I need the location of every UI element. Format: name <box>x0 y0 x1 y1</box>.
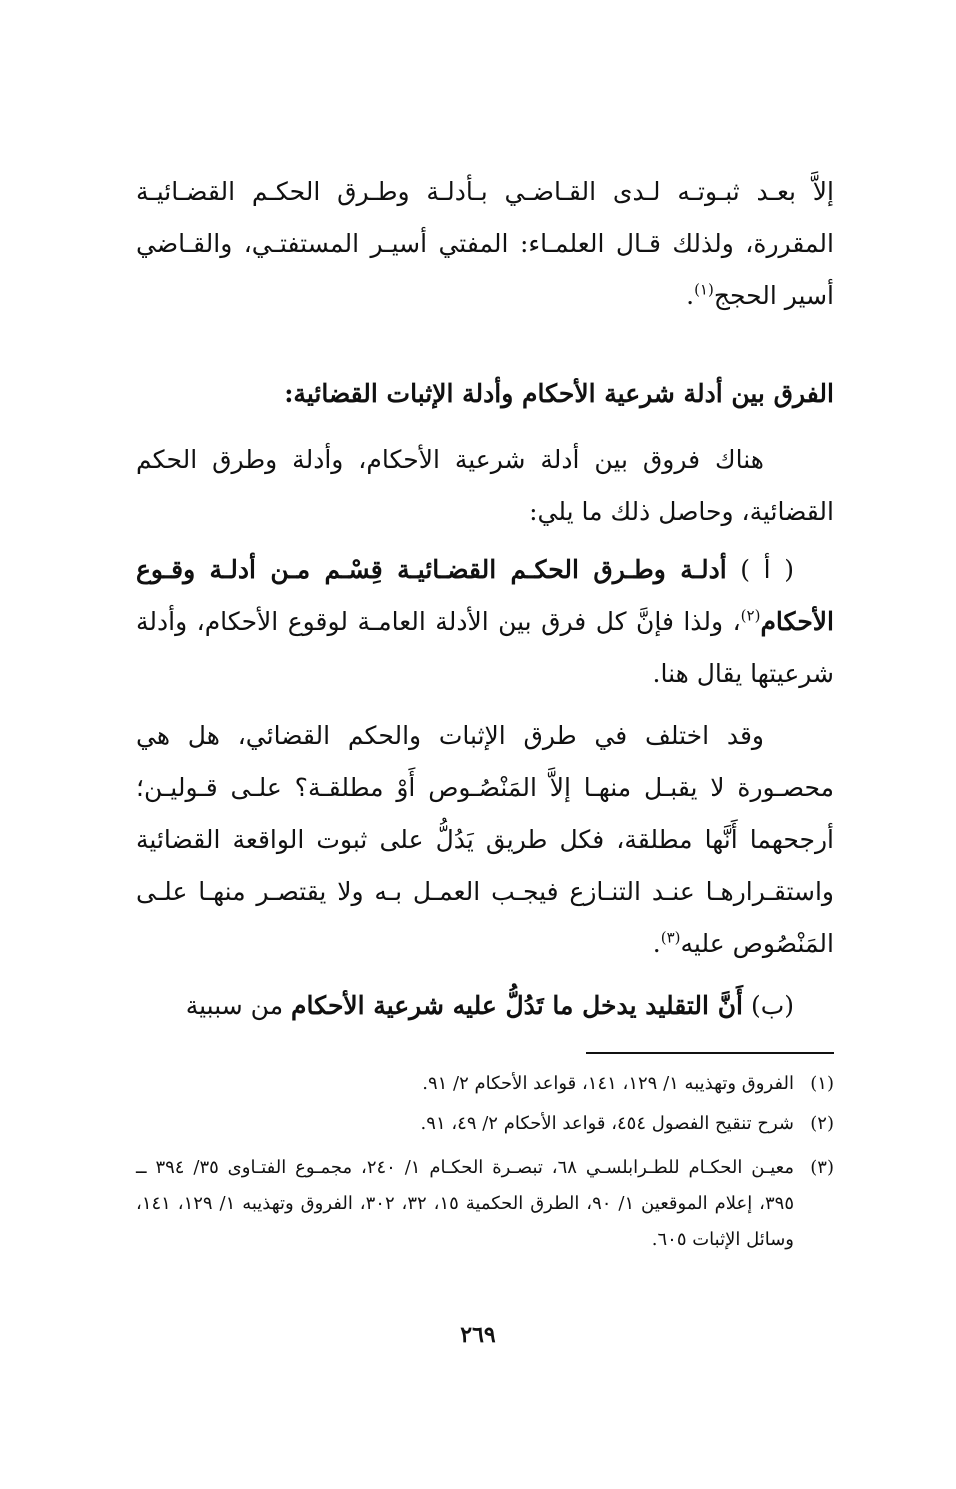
disagreement-end-mark: . <box>652 929 661 958</box>
paragraph-continuation-text: إلاَّ بعـد ثبـوتـه لـدى القـاضـي بـأدلـة وطـرق الحكـم القضـائيـة المقررة، ولذلك قـال العلمـاء: المفتي أسيـر المستفتـي، والقـاضي أسير الحجج <box>136 177 834 310</box>
footnote-ref-2: (٢) <box>740 606 761 625</box>
footnote-3 <box>136 1150 834 1258</box>
point-a-rest-text: ، ولذا فإنَّ كل فرق بين الأدلة العامـة لوقوع الأحكام، وأدلة شرعيتها يقال هنا. <box>136 607 834 688</box>
point-a-paragraph <box>136 544 834 700</box>
point-b-paragraph <box>136 980 834 1032</box>
intro-paragraph: هناك فروق بين أدلة شرعية الأحكام، وأدلة وطرق الحكم القضائية، وحاصل ذلك ما يلي: <box>136 445 834 526</box>
point-a-bold-text: أدلـة وطـرق الحكـم القضـائيـة قِسْـم مـن أدلـة وقـوع الأحكام <box>136 555 834 636</box>
footnote-1 <box>136 1066 834 1102</box>
point-b-bold-text: أَنَّ التقليد يدخل ما تَدُلُّ عليه شرعية الأحكام <box>291 991 743 1020</box>
paragraph-continuation <box>136 166 834 322</box>
page-number: ٢٦٩ <box>460 1322 496 1348</box>
footnote-number: (٣) <box>810 1157 834 1178</box>
footnote-ref-1: (١) <box>694 280 714 299</box>
footnote-number: (٢) <box>810 1113 834 1134</box>
footnote-number: (١) <box>810 1073 834 1094</box>
footnote-text: شرح تنقيح الفصول ٤٥٤، قواعد الأحكام ٢/ ٤٩، ٩١. <box>420 1113 794 1134</box>
footnote-ref-3: (٣) <box>660 928 681 947</box>
point-a-marker: ( أ ) <box>740 555 794 584</box>
footnote-text: الفروق وتهذيبه ١/ ١٢٩، ١٤١، قواعد الأحكام ٢/ ٩١. <box>422 1073 794 1094</box>
footnote-2 <box>136 1106 834 1142</box>
disagreement-text: وقد اختلف في طرق الإثبات والحكم القضائي، هل هي محصـورة لا يقبـل منهـا إلاَّ المَنْصُـوص أَوْ مطلقـة؟ علـى قـوليـن؛ أرجحهما أَنَّها مطلقة، فكل طريق يَدُلُّ على ثبوت الواقعة القضائية واستقـرارهـا عنـد التنـازع فيجـب العمـل بـه ولا يقتصـر منهـا علـى المَنْصُوص عليه <box>136 721 834 958</box>
point-b-marker: (ب) <box>750 991 794 1020</box>
point-b-rest-text: من سببية <box>185 991 284 1020</box>
paragraph-end-mark: . <box>686 281 695 310</box>
footnote-text: معيـن الحكـام للطـرابلسـي ٦٨، تبصـرة الحكـام ١/ ٢٤٠، مجمـوع الفتـاوى ٣٥/ ٣٩٤ ــ ٣٩٥، إعلام الموقعين ١/ ٩٠، الطرق الحكمية ١٥، ٣٢، ٣٠٢، الفروق وتهذيبه ١/ ١٢٩، ١٤١، وسائل الإثبات ٦٠٥. <box>136 1157 795 1250</box>
section-heading: الفرق بين أدلة شرعية الأحكام وأدلة الإثبات القضائية: <box>284 379 834 408</box>
footnote-separator <box>586 1052 834 1054</box>
disagreement-paragraph <box>136 710 834 970</box>
